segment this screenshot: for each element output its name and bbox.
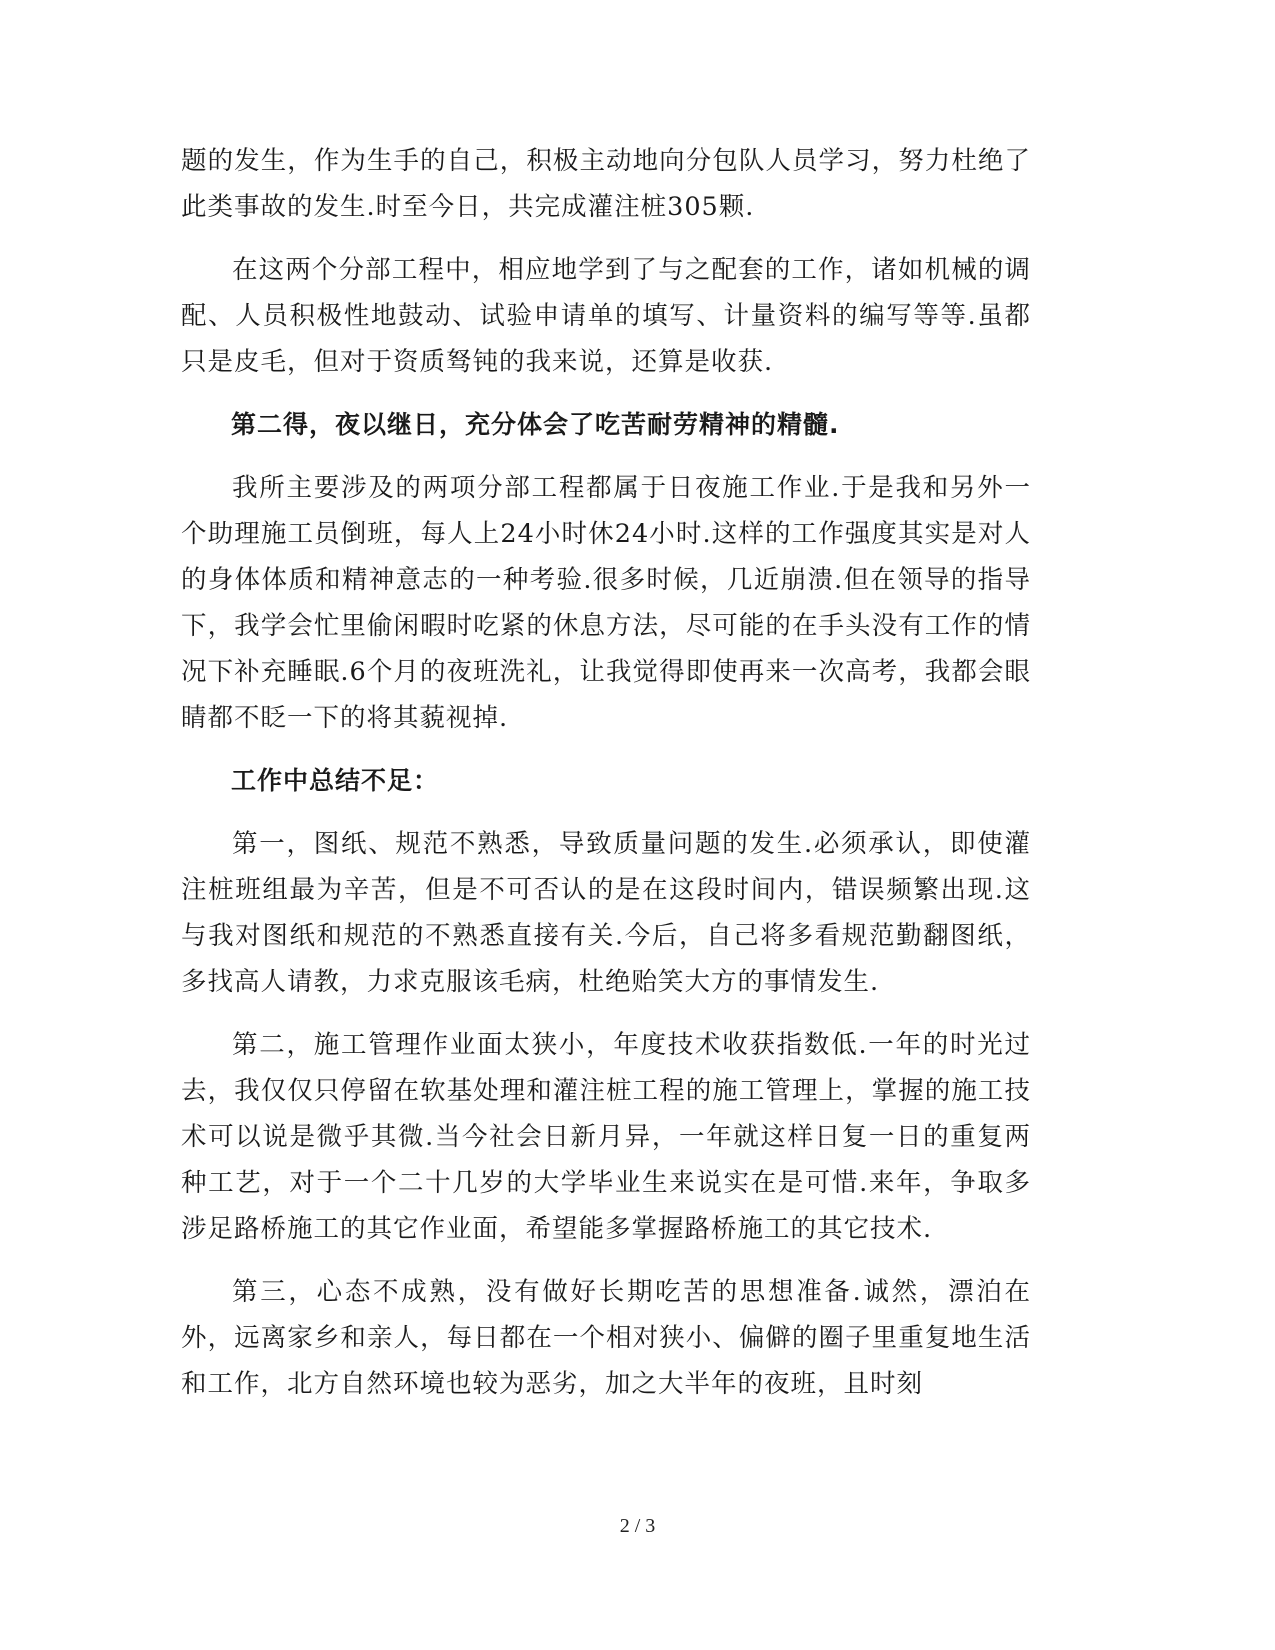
section-heading: 工作中总结不足：	[231, 766, 440, 795]
paragraph-body: 第二，施工管理作业面太狭小，年度技术收获指数低.一年的时光过去，我仅仅只停留在软基处理和灌注桩工程的施工管理上，掌握的施工技术可以说是微乎其微.当今社会日新月异，一年就这样日复一日的重复两种工艺，对于一个二十几岁的大学毕业生来说实在是可惜.来年，争取多涉足路桥施工的其它作业面，希望能多掌握路桥施工的其它技术.	[181, 1030, 1031, 1244]
section-heading: 第二得，夜以继日，充分体会了吃苦耐劳精神的精髓.	[231, 410, 840, 439]
paragraph-continuation: 题的发生，作为生手的自己，积极主动地向分包队人员学习，努力杜绝了此类事故的发生.时至今日，共完成灌注桩305颗.	[181, 146, 1031, 222]
page-number: 2 / 3	[619, 1515, 656, 1537]
paragraph-body: 第三，心态不成熟，没有做好长期吃苦的思想准备.诚然，漂泊在外，远离家乡和亲人，每日都在一个相对狭小、偏僻的圈子里重复地生活和工作，北方自然环境也较为恶劣，加之大半年的夜班，且时刻	[181, 1277, 1031, 1399]
paragraph-body: 第一，图纸、规范不熟悉，导致质量问题的发生.必须承认，即使灌注桩班组最为辛苦，但是不可否认的是在这段时间内，错误频繁出现.这与我对图纸和规范的不熟悉直接有关.今后，自己将多看规范勤翻图纸，多找高人请教，力求克服该毛病，杜绝贻笑大方的事情发生.	[181, 829, 1031, 997]
paragraph-body: 我所主要涉及的两项分部工程都属于日夜施工作业.于是我和另外一个助理施工员倒班，每人上24小时休24小时.这样的工作强度其实是对人的身体体质和精神意志的一种考验.很多时候，几近崩溃.但在领导的指导下，我学会忙里偷闲暇时吃紧的休息方法，尽可能的在手头没有工作的情况下补充睡眠.6个月的夜班洗礼，让我觉得即使再来一次高考，我都会眼睛都不眨一下的将其藐视掉.	[181, 473, 1031, 733]
document-page	[181, 138, 1031, 1424]
paragraph-body: 在这两个分部工程中，相应地学到了与之配套的工作，诸如机械的调配、人员积极性地鼓动、试验申请单的填写、计量资料的编写等等.虽都只是皮毛，但对于资质驽钝的我来说，还算是收获.	[181, 255, 1031, 377]
